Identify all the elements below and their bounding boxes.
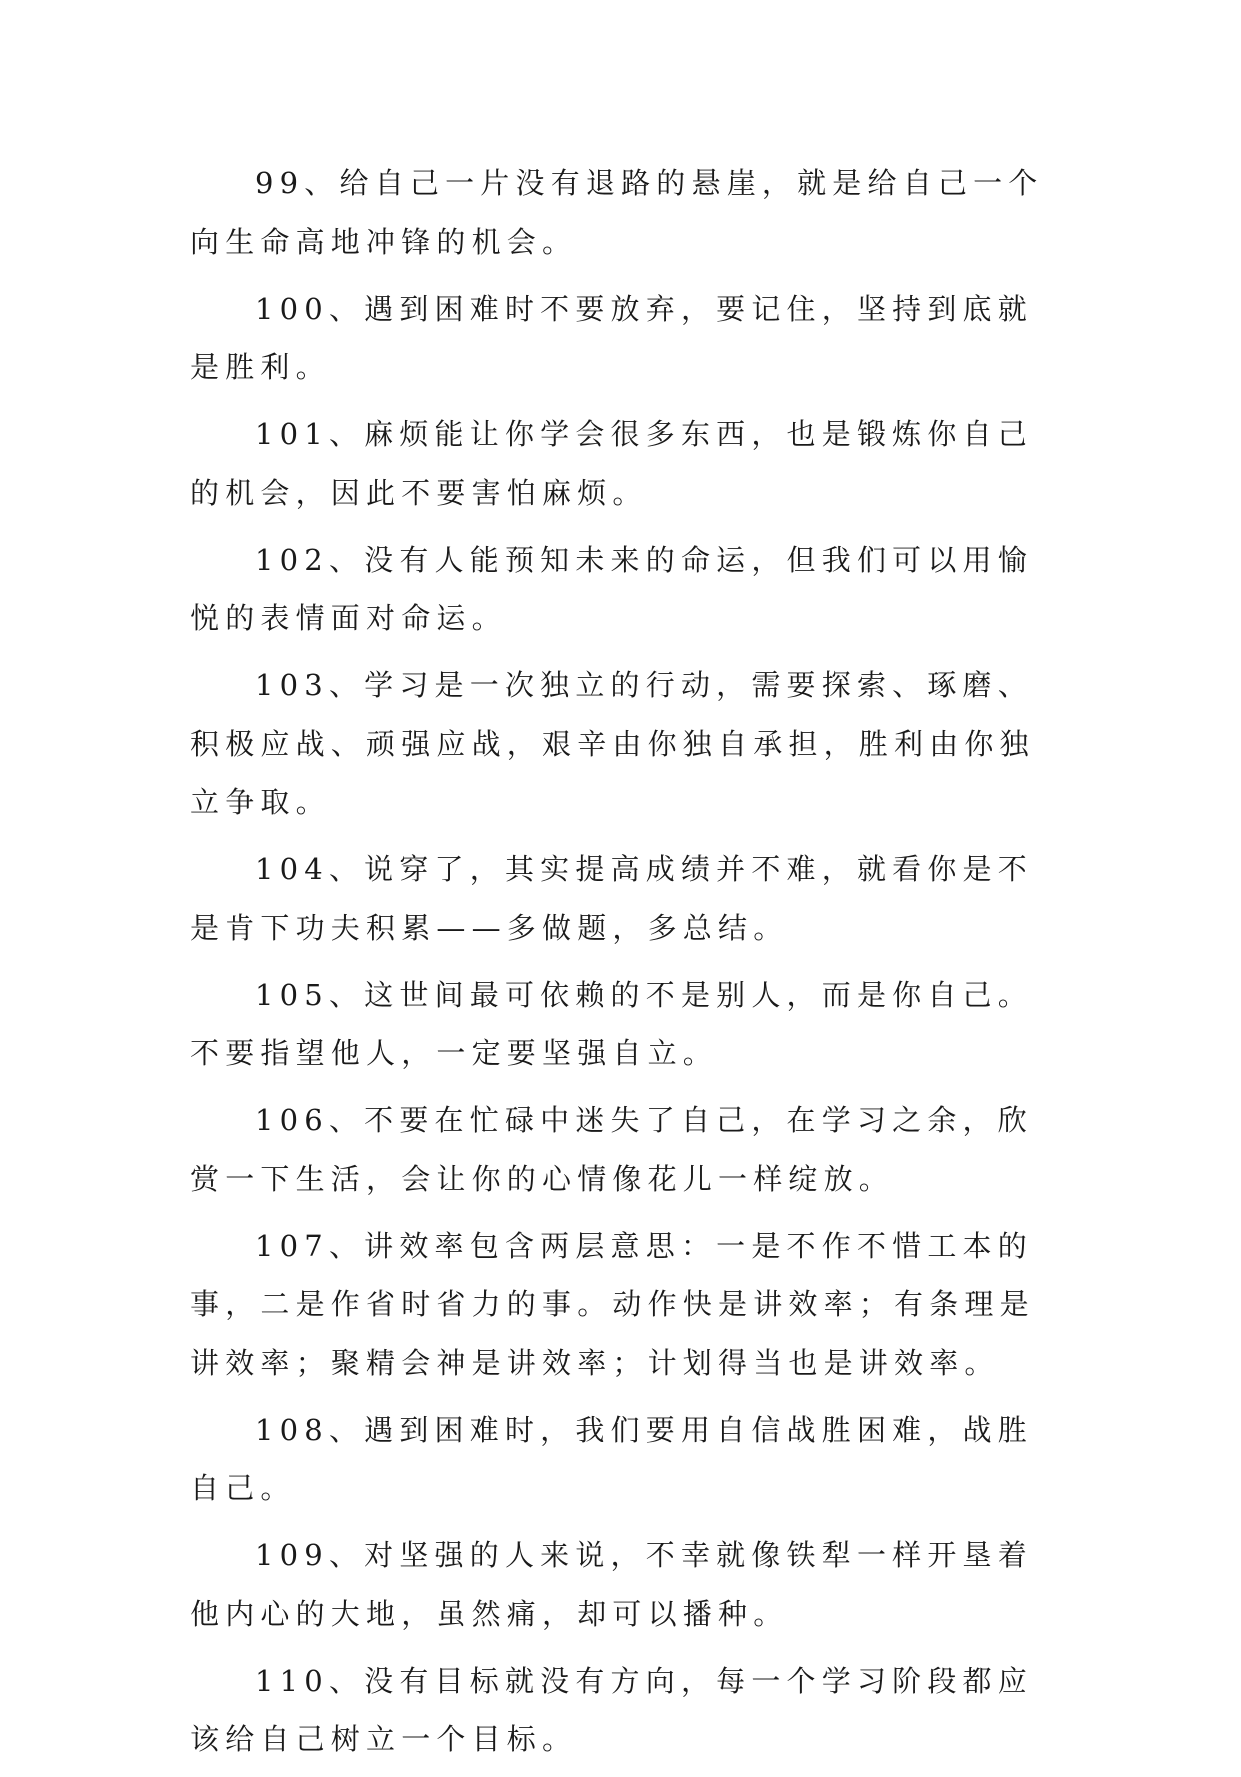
paragraph-101: 101、麻烦能让你学会很多东西，也是锻炼你自己的机会，因此不要害怕麻烦。 [190,417,1033,510]
document-body [190,154,1060,1777]
paragraph-108: 108、遇到困难时，我们要用自信战胜困难，战胜自己。 [190,1412,1033,1505]
paragraph-109: 109、对坚强的人来说，不幸就像铁犁一样开垦着他内心的大地，虽然痛，却可以播种。 [190,1538,1033,1631]
paragraph-105: 105、这世间最可依赖的不是别人，而是你自己。不要指望他人，一定要坚强自立。 [190,977,1033,1070]
paragraph-106: 106、不要在忙碌中迷失了自己，在学习之余，欣赏一下生活，会让你的心情像花儿一样绽放。 [190,1103,1033,1196]
paragraph-100: 100、遇到困难时不要放弃，要记住，坚持到底就是胜利。 [190,291,1033,384]
paragraph-99: 99、给自己一片没有退路的悬崖，就是给自己一个向生命高地冲锋的机会。 [190,166,1044,259]
paragraph-104: 104、说穿了，其实提高成绩并不难，就看你是不是肯下功夫积累——多做题，多总结。 [190,852,1033,945]
paragraph-107: 107、讲效率包含两层意思：一是不作不惜工本的事，二是作省时省力的事。动作快是讲效率；有条理是讲效率；聚精会神是讲效率；计划得当也是讲效率。 [190,1228,1035,1380]
paragraph-102: 102、没有人能预知未来的命运，但我们可以用愉悦的表情面对命运。 [190,542,1033,635]
paragraph-110: 110、没有目标就没有方向，每一个学习阶段都应该给自己树立一个目标。 [190,1663,1033,1756]
paragraph-103: 103、学习是一次独立的行动，需要探索、琢磨、积极应战、顽强应战，艰辛由你独自承担，胜利由你独立争取。 [190,668,1035,819]
